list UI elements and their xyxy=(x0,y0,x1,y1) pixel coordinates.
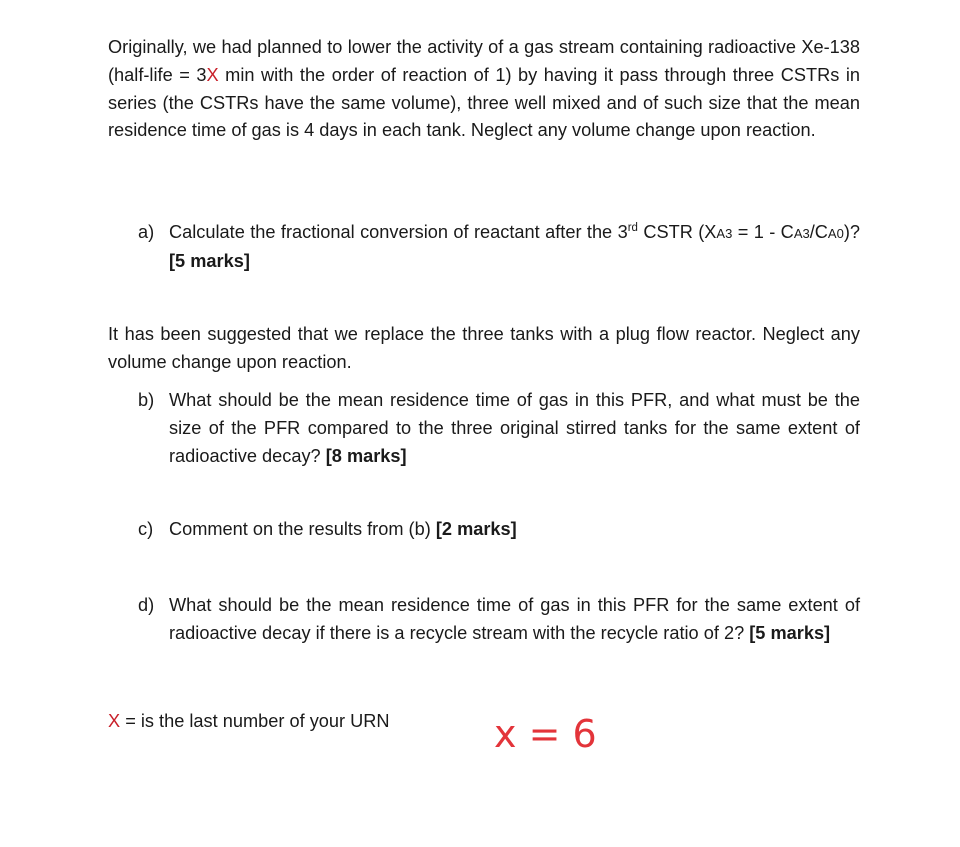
x-definition-variable: X xyxy=(108,711,121,731)
intro-text-part2: min with the order of reaction of 1) by having it pass through three CSTRs in series (the CSTRs have the same volume), three well mixed and of such size that the mean residence time of gas is 4 days in each tank. Neglect any volume change upon reaction. xyxy=(108,64,860,141)
pfr-intro-paragraph: It has been suggested that we replace the three tanks with a plug flow reactor. Neglect any volume change upon reaction. xyxy=(108,324,860,372)
question-b-label: b) xyxy=(138,390,155,410)
intro-text-part1: Originally, we had planned to lower the activity of a gas stream containing radioactive Xe-138 (half-life = 3 xyxy=(108,37,860,85)
question-d xyxy=(138,592,860,648)
question-a-text-5: )? xyxy=(843,222,860,242)
question-a-superscript: rd xyxy=(627,222,638,234)
question-d-text: What should be the mean residence time of gas in this PFR for the same extent of radioactive decay if there is a recycle stream with the recycle ratio of 2? xyxy=(169,595,860,643)
intro-paragraph xyxy=(108,34,860,145)
x-definition-text: = is the last number of your URN xyxy=(120,711,390,731)
question-a-text-1: Calculate the fractional conversion of reactant after the 3 xyxy=(169,222,628,242)
question-d-marks: [5 marks] xyxy=(749,622,831,643)
question-b-marks: [8 marks] xyxy=(325,445,407,466)
question-d-body xyxy=(169,592,860,648)
question-c xyxy=(138,516,860,544)
question-a-label: a) xyxy=(138,222,155,242)
question-a-text-3: = 1 - C xyxy=(732,222,794,242)
handwritten-annotation: x = 6 xyxy=(494,712,597,756)
question-a-marks: [5 marks] xyxy=(169,250,250,271)
question-a-body xyxy=(169,219,860,276)
x-definition xyxy=(108,708,390,736)
question-c-marks: [2 marks] xyxy=(435,519,517,539)
question-b xyxy=(138,387,860,470)
question-d-label: d) xyxy=(138,595,155,615)
question-c-body xyxy=(169,516,860,544)
question-c-label: c) xyxy=(138,519,154,539)
question-c-text: Comment on the results from (b) xyxy=(169,519,436,539)
question-b-text: What should be the mean residence time of gas in this PFR, and what must be the size of the PFR compared to the three original stirred tanks for the same extent of radioactive decay? xyxy=(169,390,860,466)
question-b-body xyxy=(169,387,860,470)
question-a xyxy=(138,219,860,276)
question-a-text-2: CSTR (X xyxy=(637,222,717,242)
question-a-subscript-1: A3 xyxy=(716,226,733,241)
intro-x-variable: X xyxy=(206,64,219,85)
question-a-text-4: /C xyxy=(809,222,828,242)
question-a-subscript-2: A3 xyxy=(793,226,810,241)
question-a-subscript-3: A0 xyxy=(827,226,844,241)
